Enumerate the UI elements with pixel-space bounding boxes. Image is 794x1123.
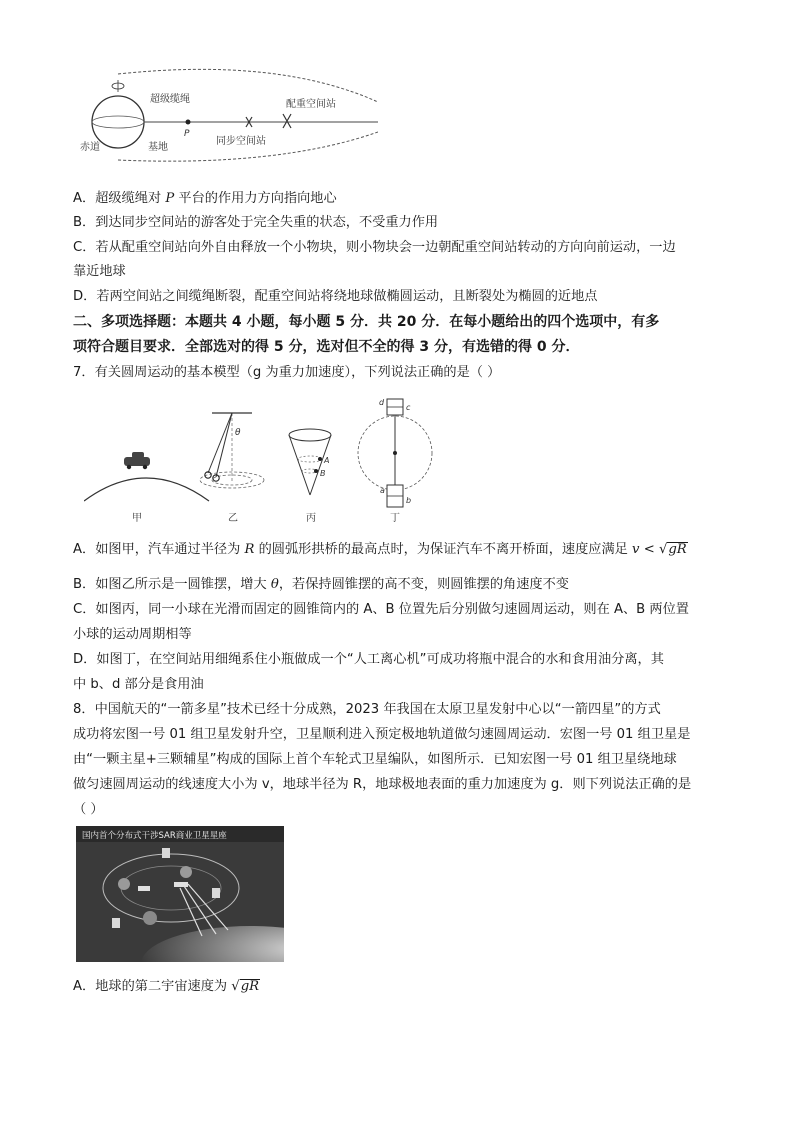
satellite-formation-photo <box>76 826 284 962</box>
fig7-label-b-upper: B <box>320 469 326 478</box>
q6-option-c-line1: C．若从配重空间站向外自由释放一个小物块，则小物块会一边朝配重空间站转动的方向向前运动，一边 <box>73 240 676 255</box>
section2-header-line2: 项符合题目要求．全部选对的得 5 分，选对但不全的得 3 分，有选错的得 0 分． <box>73 339 580 355</box>
sqrt-sign: √ <box>658 542 668 557</box>
q6-option-a: A．超级缆绳对 P 平台的作用力方向指向地心 <box>73 191 337 206</box>
q7-option-c-line1: C．如图丙，同一小球在光滑而固定的圆锥筒内的 A、B 位置先后分别做匀速圆周运动，则在 A、B 两位置 <box>73 602 689 617</box>
q8-stem-line3: 由“一颗主星+三颗辅星”构成的国际上首个车轮式卫星编队，如图所示．已知宏图一号 01 组卫星绕地球 <box>73 752 677 767</box>
section2-header-line1: 二、多项选择题：本题共 4 小题，每小题 5 分．共 20 分．在每小题给出的四个选项中，有多 <box>73 314 660 330</box>
q7-option-c-line2: 小球的运动周期相等 <box>73 627 192 642</box>
fig7-label-bing: 丙 <box>306 513 316 524</box>
fig6-label-cable: 超级缆绳 <box>150 94 190 105</box>
fig7-label-c: c <box>406 403 411 412</box>
fig6-label-p: P <box>184 129 190 139</box>
fig7-label-yi: 乙 <box>228 513 238 524</box>
fig7-label-b: b <box>406 496 412 505</box>
fig6-label-equator: 赤道 <box>80 142 100 153</box>
space-elevator-figure <box>78 62 378 162</box>
photo-caption: 国内首个分布式干涉SAR商业卫星星座 <box>82 831 227 841</box>
q8-stem-line4: 做匀速圆周运动的线速度大小为 v，地球半径为 R，地球极地表面的重力加速度为 g．则下列说法正确的是 <box>73 777 692 792</box>
fig7-label-ding: 丁 <box>390 513 400 524</box>
q6-option-b: B．到达同步空间站的游客处于完全失重的状态，不受重力作用 <box>73 215 439 230</box>
q7-option-d-line2: 中 b、d 部分是食用油 <box>73 677 204 692</box>
q7-stem: 7．有关圆周运动的基本模型（g 为重力加速度），下列说法正确的是（ ） <box>73 365 501 380</box>
q6-option-c-line2: 靠近地球 <box>73 264 126 279</box>
fig6-label-base: 基地 <box>148 142 168 153</box>
fig7-label-d: d <box>379 398 385 407</box>
fig7-label-jia: 甲 <box>132 513 142 524</box>
q8-option-a: A．地球的第二宇宙速度为 √gR <box>73 979 260 994</box>
q7-option-a: A．如图甲，汽车通过半径为 R 的圆弧形拱桥的最高点时，为保证汽车不离开桥面，速度应满足 v < √gR <box>73 542 687 557</box>
sqrt-sign: √ <box>231 979 240 994</box>
q7-option-b: B．如图乙所示是一圆锥摆，增大 θ，若保持圆锥摆的高不变，则圆锥摆的角速度不变 <box>73 577 569 592</box>
q8-stem-line2: 成功将宏图一号 01 组卫星发射升空，卫星顺利进入预定极地轨道做匀速圆周运动．宏图一号 01 组卫星是 <box>73 727 691 742</box>
fig7-label-theta: θ <box>235 428 241 438</box>
fig6-label-counter-station: 配重空间站 <box>286 99 336 110</box>
q8-stem-line5: （ ） <box>73 802 104 817</box>
circular-motion-figures <box>84 393 434 525</box>
q7-option-d-line1: D．如图丁，在空间站用细绳系住小瓶做成一个“人工离心机”可成功将瓶中混合的水和食用油分离，其 <box>73 652 664 667</box>
q8-stem-line1: 8．中国航天的“一箭多星”技术已经十分成熟，2023 年我国在太原卫星发射中心以“一箭四星”的方式 <box>73 702 661 717</box>
fig7-label-a-upper: A <box>324 456 330 465</box>
fig6-label-sync-station: 同步空间站 <box>216 136 266 147</box>
fig7-label-a: a <box>380 486 385 495</box>
q6-option-d: D．若两空间站之间缆绳断裂，配重空间站将绕地球做椭圆运动，且断裂处为椭圆的近地点 <box>73 289 598 304</box>
